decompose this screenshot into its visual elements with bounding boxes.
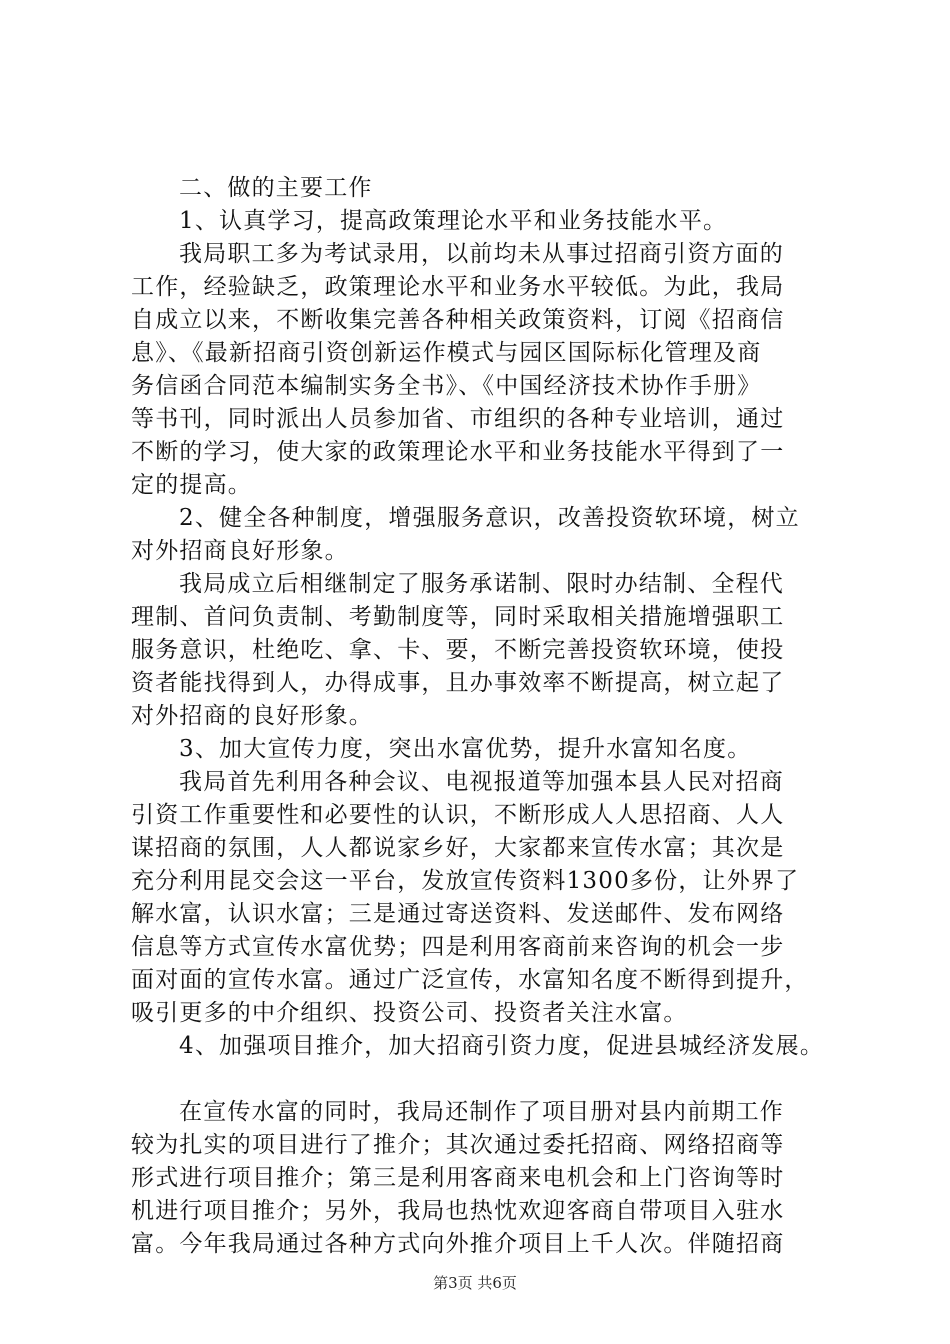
paragraph-line: 较为扎实的项目进行了推介；其次通过委托招商、网络招商等 (131, 1132, 785, 1158)
paragraph-line: 工作，经验缺乏，政策理论水平和业务水平较低。为此，我局 (131, 274, 785, 300)
paragraph-line: 等书刊，同时派出人员参加省、市组织的各种专业培训，通过 (131, 406, 785, 432)
paragraph-line: 息》、《最新招商引资创新运作模式与园区国际标化管理及商 (131, 340, 762, 366)
paragraph-line: 解水富，认识水富；三是通过寄送资料、发送邮件、发布网络 (131, 901, 785, 927)
paragraph-line: 面对面的宣传水富。通过广泛宣传，水富知名度不断得到提升， (131, 967, 809, 993)
paragraph-line: 形式进行项目推介；第三是利用客商来电机会和上门咨询等时 (131, 1165, 785, 1191)
paragraph-line: 我局职工多为考试录用，以前均未从事过招商引资方面的 (179, 241, 784, 267)
paragraph-line: 我局成立后相继制定了服务承诺制、限时办结制、全程代 (179, 571, 784, 597)
subheading-2-continued: 对外招商良好形象。 (131, 538, 349, 564)
paragraph-line: 充分利用昆交会这一平台，发放宣传资料1300多份，让外界了 (131, 868, 800, 894)
paragraph-line: 资者能找得到人，办得成事，且办事效率不断提高，树立起了 (131, 670, 785, 696)
subheading-2: 2、健全各种制度，增强服务意识，改善投资软环境，树立 (179, 505, 800, 531)
paragraph-line: 务信函合同范本编制实务全书》、《中国经济技术协作手册》 (131, 373, 762, 399)
paragraph-line: 信息等方式宣传水富优势；四是利用客商前来咨询的机会一步 (131, 934, 785, 960)
paragraph-line: 引资工作重要性和必要性的认识，不断形成人人思招商、人人 (131, 802, 785, 828)
paragraph-line: 机进行项目推介；另外，我局也热忱欢迎客商自带项目入驻水 (131, 1198, 785, 1224)
paragraph-line: 自成立以来，不断收集完善各种相关政策资料，订阅《招商信 (131, 307, 785, 333)
page-number-footer: 第3页 共6页 (433, 1274, 517, 1292)
blank-line (131, 1063, 831, 1096)
paragraph-line: 富。今年我局通过各种方式向外推介项目上千人次。伴随招商 (131, 1231, 785, 1257)
subheading-3: 3、加大宣传力度，突出水富优势，提升水富知名度。 (179, 736, 752, 762)
paragraph-line: 不断的学习，使大家的政策理论水平和业务技能水平得到了一 (131, 439, 785, 465)
paragraph-line: 服务意识，杜绝吃、拿、卡、要，不断完善投资软环境，使投 (131, 637, 785, 663)
paragraph-line: 定的提高。 (131, 472, 252, 498)
section-heading: 二、做的主要工作 (179, 175, 373, 201)
paragraph-line: 我局首先利用各种会议、电视报道等加强本县人民对招商 (179, 769, 784, 795)
subheading-4: 4、加强项目推介，加大招商引资力度，促进县城经济发展。 (179, 1033, 825, 1059)
document-body (131, 172, 831, 1261)
paragraph-line: 谋招商的氛围，人人都说家乡好，大家都来宣传水富；其次是 (131, 835, 785, 861)
paragraph-line: 吸引更多的中介组织、投资公司、投资者关注水富。 (131, 1000, 688, 1026)
paragraph-line: 理制、首问负责制、考勤制度等，同时采取相关措施增强职工 (131, 604, 785, 630)
paragraph-line: 在宣传水富的同时，我局还制作了项目册对县内前期工作 (179, 1099, 784, 1125)
paragraph-line: 对外招商的良好形象。 (131, 703, 373, 729)
subheading-1: 1、认真学习，提高政策理论水平和业务技能水平。 (179, 208, 728, 234)
